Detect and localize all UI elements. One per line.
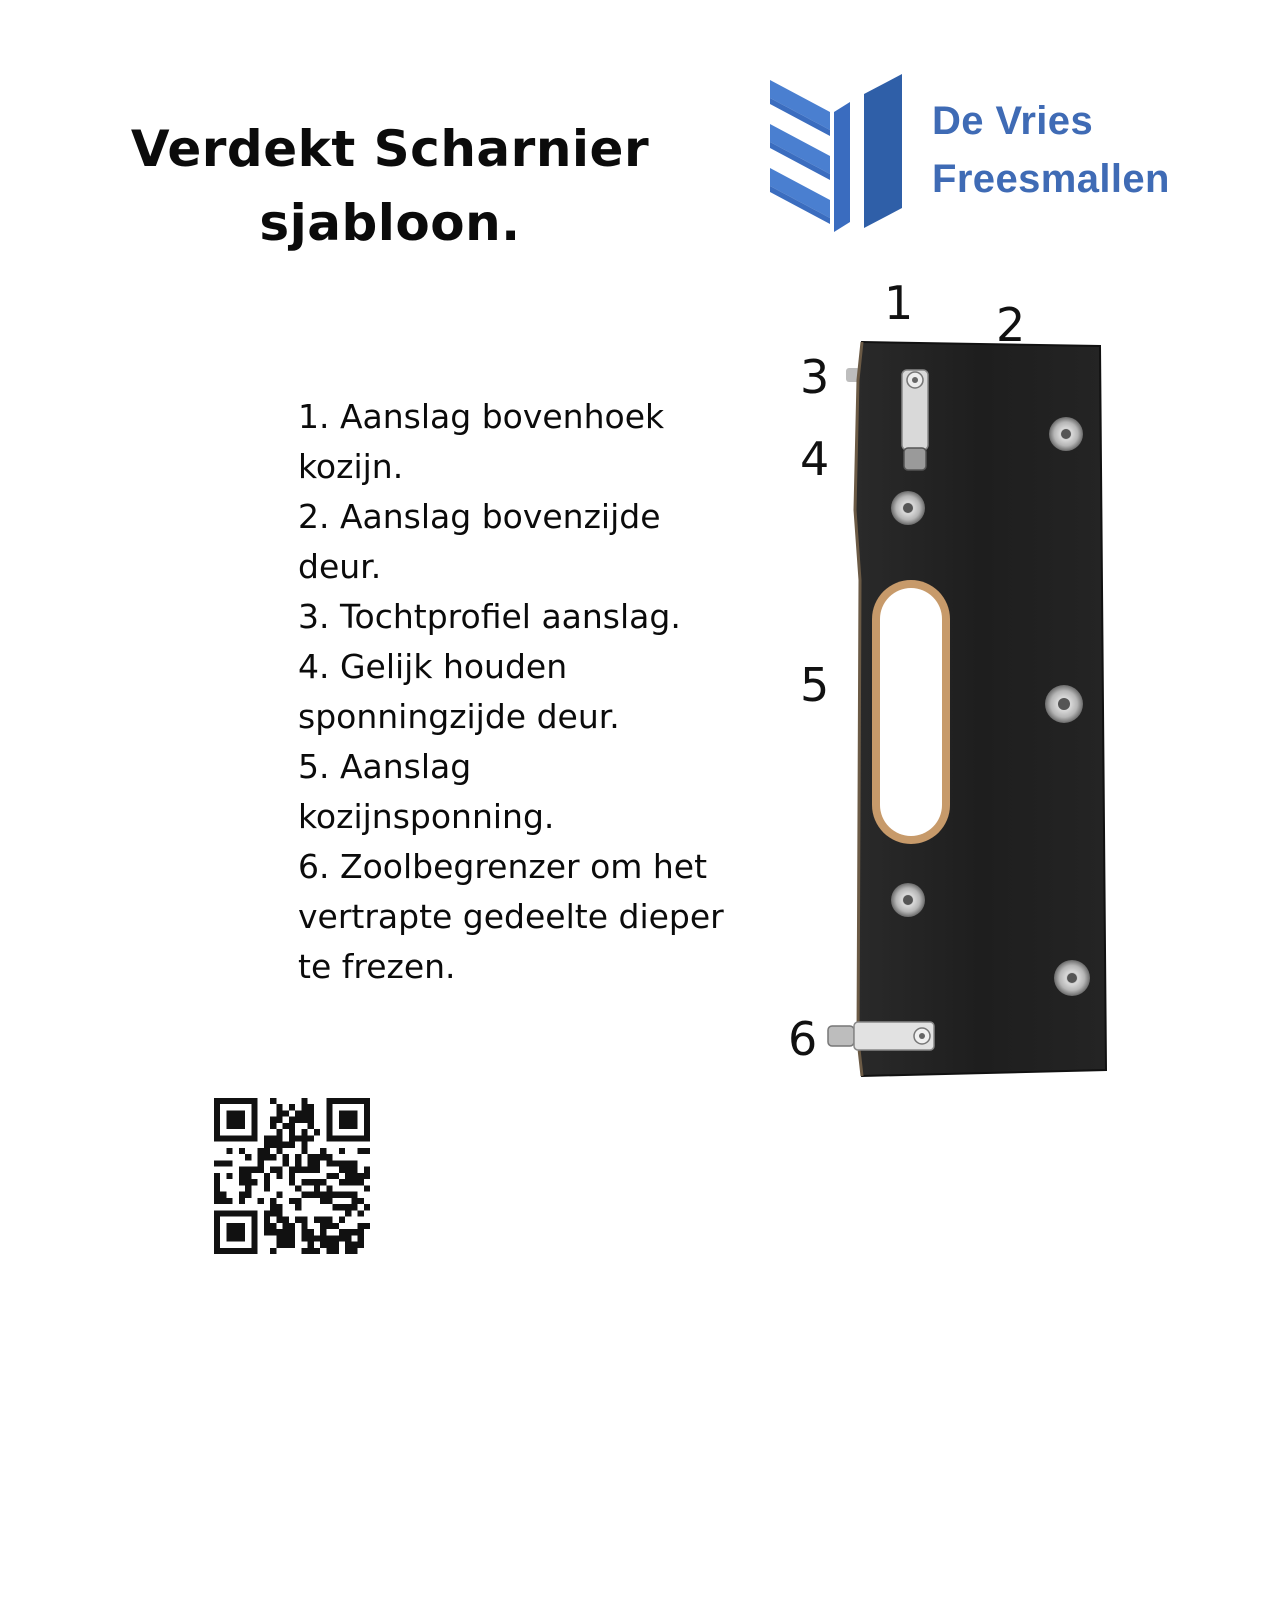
callout-4: 4 [800, 432, 830, 486]
legend-list [298, 392, 738, 992]
legend-item-4: 4. Gelijk houden sponningzijde deur. [298, 647, 620, 736]
callout-2: 2 [996, 298, 1026, 352]
title-line-1: Verdekt Scharnier [130, 120, 650, 178]
legend-item-6: 6. Zoolbegrenzer om het vertrapte gedeelte dieper te frezen. [298, 847, 724, 986]
logo-wordmark [932, 92, 1170, 208]
sole-limiter-pin [828, 1022, 934, 1050]
callout-1: 1 [884, 276, 914, 330]
brand-logo [770, 72, 1230, 242]
callout-5: 5 [800, 658, 830, 712]
template-plate-illustration [800, 276, 1180, 1130]
logo-mark-icon [770, 72, 915, 232]
callout-6: 6 [788, 1012, 818, 1066]
legend-item-3: 3. Tochtprofiel aanslag. [298, 597, 681, 636]
callout-3: 3 [800, 350, 830, 404]
template-photo [788, 276, 1180, 1130]
legend-item-5: 5. Aanslag kozijnsponning. [298, 747, 555, 836]
page-title [110, 112, 670, 260]
logo-line-1: De Vries [932, 99, 1094, 143]
title-line-2: sjabloon. [259, 194, 521, 252]
logo-line-2: Freesmallen [932, 157, 1170, 201]
qr-code-icon[interactable] [214, 1098, 370, 1254]
legend-item-1: 1. Aanslag bovenhoek kozijn. [298, 397, 665, 486]
legend-item-2: 2. Aanslag bovenzijde deur. [298, 497, 661, 586]
